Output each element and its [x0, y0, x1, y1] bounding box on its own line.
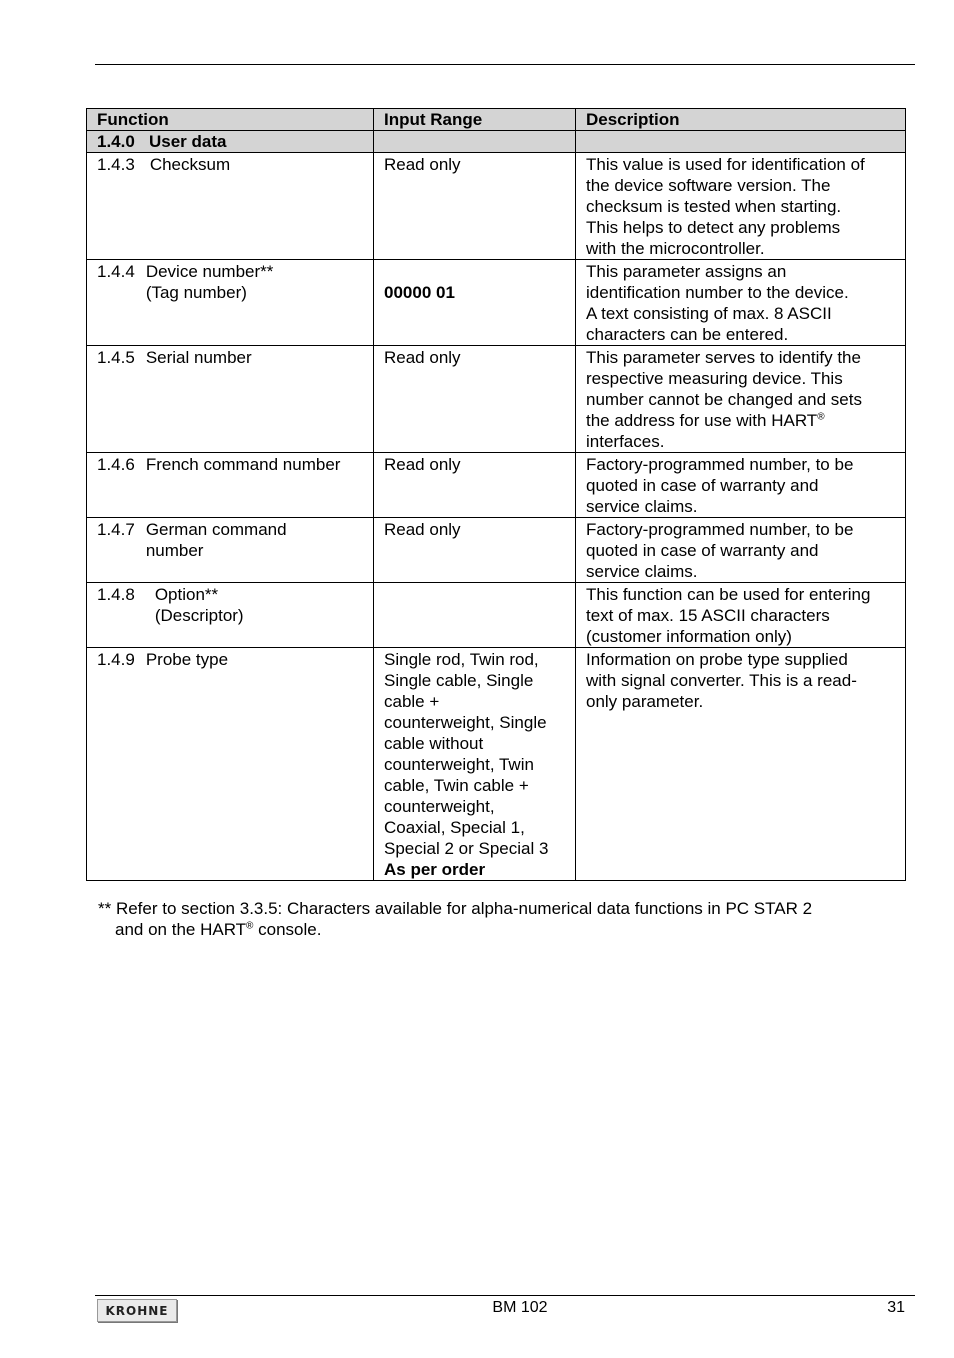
function-name: Device number**: [145, 262, 274, 281]
description-line: Information on probe type supplied: [586, 650, 848, 669]
footnote-text: and on the HART: [115, 920, 247, 939]
footnote: [98, 898, 898, 940]
function-number: 1.4.3: [97, 155, 135, 174]
table-row: [87, 648, 906, 881]
function-number: 1.4.4: [97, 262, 135, 281]
description-line: This function can be used for entering: [586, 585, 871, 604]
description-cell: [576, 583, 906, 648]
input-range-line: cable +: [384, 692, 440, 711]
function-name: Option**: [154, 585, 219, 604]
page-number: 31: [887, 1299, 905, 1316]
function-cell: [87, 453, 374, 518]
description-line: number cannot be changed and sets: [586, 390, 862, 409]
footnote-text: console.: [253, 920, 322, 939]
function-cell: [87, 583, 374, 648]
footnote-line: [98, 919, 898, 940]
input-range-text: Read only: [384, 455, 461, 474]
section-number: 1.4.0: [97, 132, 135, 151]
input-range-text: Read only: [384, 155, 461, 174]
function-cell: [87, 346, 374, 453]
function-number: 1.4.8: [97, 585, 135, 604]
description-line: quoted in case of warranty and: [586, 541, 819, 560]
function-cell: [87, 518, 374, 583]
table-header-row: [87, 109, 906, 131]
description-line: Factory-programmed number, to be: [586, 520, 854, 539]
section-label: User data: [148, 132, 227, 151]
parameter-table: [86, 108, 906, 881]
document-id: BM 102: [492, 1299, 548, 1316]
description-line: service claims.: [586, 562, 698, 581]
description-line: characters can be entered.: [586, 325, 789, 344]
description-cell: [576, 260, 906, 346]
header-function: Function: [87, 109, 374, 131]
description-line: This helps to detect any problems: [586, 218, 841, 237]
krohne-logo: KROHNE: [97, 1299, 177, 1322]
function-number: 1.4.6: [97, 455, 135, 474]
function-name-sub: (Tag number): [145, 283, 247, 302]
section-range-cell: [374, 131, 576, 153]
description-cell: [576, 346, 906, 453]
function-number: 1.4.7: [97, 520, 135, 539]
section-row: [87, 131, 906, 153]
description-line: with the microcontroller.: [586, 239, 765, 258]
default-value: 00000 01: [384, 283, 455, 302]
registered-mark: ®: [817, 411, 825, 423]
input-range-line: Coaxial, Special 1,: [384, 818, 525, 837]
description-line: This parameter assigns an: [586, 262, 787, 281]
input-range-line: Single cable, Single: [384, 671, 534, 690]
input-range-line: counterweight,: [384, 797, 495, 816]
function-number: 1.4.9: [97, 650, 135, 669]
description-line: respective measuring device. This: [586, 369, 843, 388]
description-line: This parameter serves to identify the: [586, 348, 861, 367]
input-range-cell: [374, 153, 576, 260]
input-range-cell: [374, 453, 576, 518]
function-name: Probe type: [145, 650, 229, 669]
header-description: Description: [576, 109, 906, 131]
description-line: only parameter.: [586, 692, 704, 711]
input-range-line: counterweight, Single: [384, 713, 547, 732]
description-line: [586, 410, 897, 431]
function-cell: [87, 260, 374, 346]
description-line: service claims.: [586, 497, 698, 516]
input-range-text: Read only: [384, 520, 461, 539]
function-name: Checksum: [149, 155, 231, 174]
description-line: A text consisting of max. 8 ASCII: [586, 304, 832, 323]
input-range-cell: [374, 648, 576, 881]
function-cell: [87, 648, 374, 881]
description-line: text of max. 15 ASCII characters: [586, 606, 830, 625]
table-row: [87, 518, 906, 583]
table-row: [87, 153, 906, 260]
table-row: [87, 583, 906, 648]
function-name: German command: [145, 520, 287, 539]
description-line: (customer information only): [586, 627, 792, 646]
input-range-cell: [374, 518, 576, 583]
description-cell: [576, 518, 906, 583]
section-desc-cell: [576, 131, 906, 153]
registered-mark: ®: [246, 920, 254, 932]
description-cell: [576, 453, 906, 518]
description-cell: [576, 153, 906, 260]
description-line: interfaces.: [586, 432, 665, 451]
input-range-line: cable, Twin cable +: [384, 776, 529, 795]
section-title: [87, 131, 374, 153]
input-range-cell: [374, 260, 576, 346]
function-number: 1.4.5: [97, 348, 135, 367]
description-line: This value is used for identification of: [586, 155, 865, 174]
description-text: the address for use with HART: [586, 411, 818, 430]
description-line: Factory-programmed number, to be: [586, 455, 854, 474]
description-cell: [576, 648, 906, 881]
input-range-line: counterweight, Twin: [384, 755, 534, 774]
table-row: [87, 260, 906, 346]
input-range-line: Special 2 or Special 3: [384, 839, 549, 858]
function-cell: [87, 153, 374, 260]
description-line: the device software version. The: [586, 176, 831, 195]
input-range-line: Single rod, Twin rod,: [384, 650, 539, 669]
input-range-line: cable without: [384, 734, 484, 753]
description-line: identification number to the device.: [586, 283, 849, 302]
description-line: quoted in case of warranty and: [586, 476, 819, 495]
function-name-sub: number: [145, 541, 204, 560]
table-row: [87, 453, 906, 518]
footnote-line: ** Refer to section 3.3.5: Characters available for alpha-numerical data functions in PC STAR 2: [98, 899, 813, 918]
description-line: with signal converter. This is a read-: [586, 671, 857, 690]
footer-rule: [95, 1295, 915, 1296]
description-line: checksum is tested when starting.: [586, 197, 842, 216]
function-name-sub: (Descriptor): [154, 606, 244, 625]
input-range-cell: [374, 346, 576, 453]
default-value: As per order: [384, 860, 486, 879]
table-row: [87, 346, 906, 453]
header-input-range: Input Range: [374, 109, 576, 131]
header-rule: [95, 64, 915, 65]
input-range-text: Read only: [384, 348, 461, 367]
input-range-cell: [374, 583, 576, 648]
function-name: French command number: [145, 455, 341, 474]
function-name: Serial number: [145, 348, 252, 367]
